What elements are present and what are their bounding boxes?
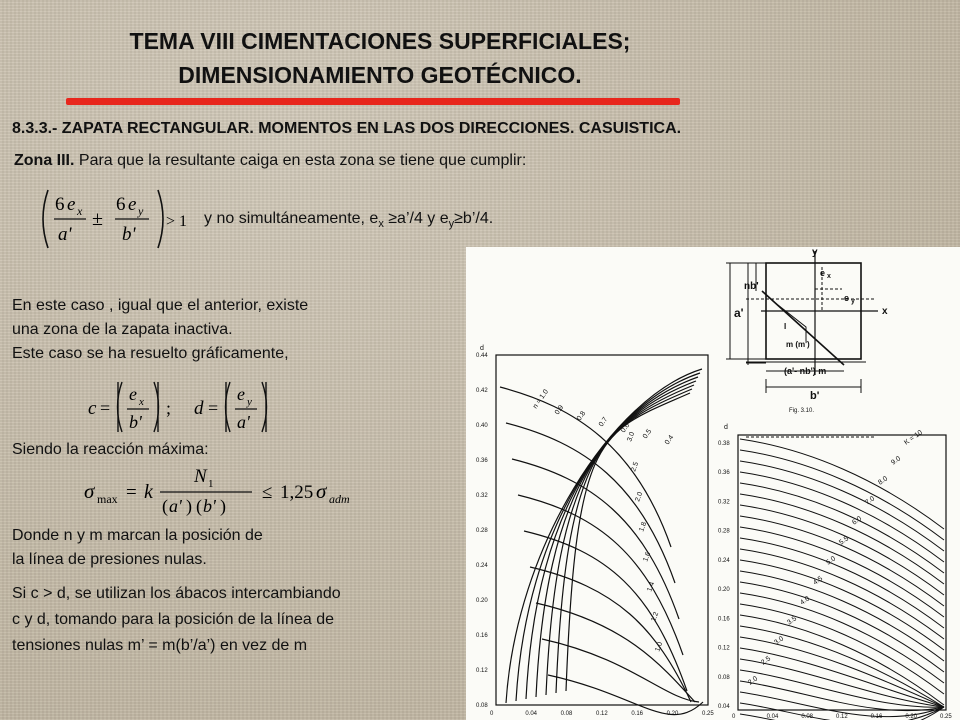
title-line-1: TEMA VIII CIMENTACIONES SUPERFICIALES; — [129, 28, 631, 54]
right-y-tick-label: 0.04 — [718, 704, 730, 710]
right-k-curve — [740, 483, 944, 573]
left-x-tick-label: 0.12 — [596, 711, 608, 717]
cond-numerator-6-a: 6 — [55, 194, 65, 215]
right-k-label: K = 10 — [903, 429, 924, 447]
c-semicolon: ; — [166, 398, 172, 418]
left-n-label: 0.8 — [575, 410, 588, 423]
label-bottom: (a'- nb') m — [784, 366, 827, 376]
left-y-tick-label: 0.44 — [476, 353, 488, 359]
left-y-tick-label: 0.36 — [476, 458, 488, 464]
slide-title — [40, 24, 720, 92]
right-x-tick-label: 0 — [732, 714, 736, 720]
d-ey: e — [237, 384, 245, 404]
condition-sub-y: y — [448, 218, 455, 231]
label-m: m (m') — [786, 340, 810, 349]
right-k-label: 3.5 — [786, 615, 799, 627]
condition-text-end: ≥b’/4. — [454, 210, 494, 227]
cond-ex-sub: x — [77, 204, 83, 218]
left-curve-label: 2.0 — [634, 491, 645, 503]
coef: 1,25 — [280, 482, 314, 503]
paragraph-1-line-2: una zona de la zapata inactiva. — [12, 321, 233, 338]
right-k-curve — [740, 472, 944, 562]
figure-caption: Fig. 3.10. — [789, 408, 815, 414]
c-b: b' — [129, 412, 142, 432]
cond-greater-one: > 1 — [166, 213, 188, 230]
label-y: y — [812, 247, 818, 258]
condition-text-mid: ≥a’/4 y e — [383, 210, 449, 227]
den-b: b' — [203, 496, 216, 516]
paragraph-1-line-3: Este caso se ha resuelto gráficamente, — [12, 345, 289, 362]
d-ey-sub: y — [247, 396, 252, 408]
cond-numerator-6-b: 6 — [116, 194, 126, 215]
left-y-tick-label: 0.08 — [476, 703, 488, 709]
c-symbol: c — [88, 398, 97, 419]
right-k-label: 3.0 — [773, 635, 786, 647]
right-k-label: 4.5 — [812, 575, 825, 587]
right-x-tick-label: 0.08 — [801, 714, 814, 720]
c-equals: = — [100, 398, 111, 418]
cond-denominator-a: a' — [58, 224, 72, 245]
left-y-tick-label: 0.16 — [476, 633, 488, 639]
svg-text:(: ( — [196, 496, 202, 516]
title-line-2: DIMENSIONAMIENTO GEOTÉCNICO. — [178, 62, 582, 88]
left-n-curve — [526, 377, 698, 699]
diagram-labels — [734, 247, 888, 414]
left-y-tick-label: 0.24 — [476, 563, 488, 569]
label-i: I — [784, 322, 787, 331]
right-k-curve — [740, 450, 944, 540]
right-k-curve — [740, 626, 944, 707]
sigma-symbol: σ — [84, 479, 95, 503]
right-y-tick-label: 0.12 — [718, 645, 730, 652]
left-x-tick-label: 0.20 — [666, 711, 679, 717]
left-x-tick-label: 0.16 — [631, 711, 644, 717]
svg-text:): ) — [186, 496, 192, 516]
right-k-label: 2.0 — [747, 675, 760, 687]
left-n-label: 0.4 — [663, 434, 676, 447]
left-curve-label: 2.5 — [630, 461, 641, 473]
n-symbol: N — [194, 466, 207, 487]
right-k-label: 5.0 — [825, 555, 838, 567]
section-heading: 8.3.3.- ZAPATA RECTANGULAR. MOMENTOS EN LAS DOS DIRECCIONES. CASUISTICA. — [12, 120, 682, 137]
condition-formula — [36, 186, 194, 252]
left-x-tick-label: 0.08 — [560, 711, 573, 717]
sigma-equals: = — [126, 482, 137, 503]
right-k-label: 6.0 — [851, 515, 864, 527]
right-x-tick-label: 0.20 — [905, 714, 918, 720]
right-k-label: 5.5 — [838, 535, 851, 547]
right-k-label: 8.0 — [877, 475, 890, 487]
right-x-tick-label: 0.12 — [836, 714, 848, 720]
right-x-tick-label: 0.25 — [940, 714, 952, 720]
sigma-adm-sub: adm — [329, 492, 350, 506]
left-y-tick-label: 0.28 — [476, 528, 488, 534]
cond-plus-minus: ± — [92, 208, 103, 230]
d-a: a' — [237, 412, 250, 432]
left-axis-letter: d — [480, 345, 484, 352]
left-curve-label: 1.4 — [646, 581, 657, 593]
right-x-tick-label: 0.04 — [766, 714, 779, 720]
label-nb: nb' — [744, 281, 759, 292]
cond-ey: e — [128, 194, 137, 215]
right-k-curve — [740, 648, 944, 707]
zone-label: Zona III. — [14, 152, 75, 169]
right-k-curve — [740, 439, 944, 529]
label-ey-sub: y — [851, 298, 855, 305]
right-y-tick-label: 0.36 — [718, 470, 730, 477]
title-underline — [66, 98, 680, 105]
right-y-tick-label: 0.16 — [718, 616, 730, 623]
left-y-tick-label: 0.32 — [476, 493, 488, 499]
label-ex-sub: x — [827, 273, 831, 280]
left-k-curve — [524, 531, 687, 691]
den-a: a' — [169, 496, 182, 516]
condition-text-start: y no simultáneamente, e — [204, 210, 379, 227]
left-n-label: n = 1.0 — [531, 388, 551, 411]
condition-text — [204, 210, 493, 230]
left-y-tick-label: 0.40 — [476, 423, 488, 429]
label-x: x — [882, 306, 888, 317]
right-abacus-frame — [738, 435, 946, 710]
c-ex: e — [129, 384, 137, 404]
left-curve-label: 1.6 — [642, 551, 653, 563]
paragraph-2-line-1: Donde n y m marcan la posición de — [12, 527, 263, 544]
c-d-formula — [86, 378, 286, 436]
sigma-max-sub: max — [97, 492, 118, 506]
left-abacus-frame — [496, 355, 708, 705]
right-k-label: 9.0 — [890, 455, 903, 467]
left-n-curve — [536, 381, 696, 697]
left-k-curve — [548, 675, 703, 715]
cond-denominator-b: b' — [122, 224, 136, 245]
left-abacus — [476, 345, 714, 717]
right-y-tick-label: 0.28 — [718, 528, 730, 535]
label-ey: e — [844, 293, 850, 303]
left-x-tick-label: 0.04 — [525, 711, 538, 717]
right-k-label: 7.0 — [864, 495, 877, 507]
figure-panel — [466, 247, 960, 720]
left-curve-label: 1.0 — [654, 641, 665, 653]
paragraph-1-line-1: En este caso , igual que el anterior, existe — [12, 297, 309, 314]
label-b: b' — [810, 390, 820, 402]
left-curve-label: 3.0 — [626, 431, 637, 443]
right-x-tick-label: 0.16 — [870, 714, 883, 720]
right-k-curve — [740, 692, 944, 717]
d-symbol: d — [194, 398, 204, 419]
right-y-tick-label: 0.08 — [718, 674, 730, 681]
left-x-tick-label: 0.25 — [702, 711, 714, 717]
left-k-curve — [512, 459, 679, 619]
cond-ex: e — [67, 194, 76, 215]
left-n-label: 0.5 — [641, 428, 654, 441]
leq-symbol: ≤ — [262, 482, 273, 503]
left-k-curve — [518, 495, 683, 655]
d-equals: = — [208, 398, 219, 418]
left-x-tick-label: 0 — [490, 711, 494, 717]
paragraph-2-line-4: c y d, tomando para la posición de la línea de — [12, 611, 334, 628]
reaction-label: Siendo la reacción máxima: — [12, 441, 209, 458]
k-symbol: k — [144, 481, 153, 503]
left-n-label: 0.6 — [619, 422, 632, 435]
paragraph-2-line-2: la línea de presiones nulas. — [12, 551, 207, 568]
c-ex-sub: x — [139, 396, 144, 408]
sigma-max-formula — [82, 462, 382, 516]
right-k-label: 2.5 — [760, 655, 773, 667]
zone-statement — [14, 152, 526, 170]
right-axis-letter: d — [724, 424, 728, 431]
svg-text:(: ( — [162, 496, 168, 516]
right-k-label: 4.0 — [799, 595, 812, 607]
left-curve-label: 1.2 — [650, 611, 661, 623]
left-y-tick-label: 0.42 — [476, 388, 488, 394]
left-y-tick-label: 0.20 — [476, 598, 488, 604]
sigma-adm-symbol: σ — [316, 479, 327, 503]
svg-text:): ) — [220, 496, 226, 516]
abacus-figure — [466, 247, 960, 720]
right-y-tick-label: 0.24 — [718, 557, 730, 564]
paragraph-2-line-5: tensiones nulas m’ = m(b’/a’) en vez de m — [12, 637, 308, 654]
right-y-tick-label: 0.38 — [718, 441, 730, 447]
right-y-tick-label: 0.32 — [718, 499, 730, 506]
right-abacus — [718, 424, 952, 720]
cond-ey-sub: y — [138, 204, 144, 218]
condition-sub-x: x — [378, 218, 384, 231]
left-n-label: 0.9 — [553, 404, 566, 417]
left-n-label: 0.7 — [597, 416, 610, 429]
paragraph-2-line-3: Si c > d, se utilizan los ábacos intercambiando — [12, 585, 341, 602]
zone-text: Para que la resultante caiga en esta zona se tiene que cumplir: — [74, 152, 527, 169]
left-curve-label: 1.8 — [638, 521, 649, 533]
label-ex: e — [820, 268, 826, 278]
label-a: a' — [734, 306, 744, 320]
left-y-tick-label: 0.12 — [476, 668, 488, 674]
n-sub: 1 — [208, 478, 214, 490]
left-k-curve — [542, 639, 699, 702]
right-y-tick-label: 0.20 — [718, 587, 730, 594]
